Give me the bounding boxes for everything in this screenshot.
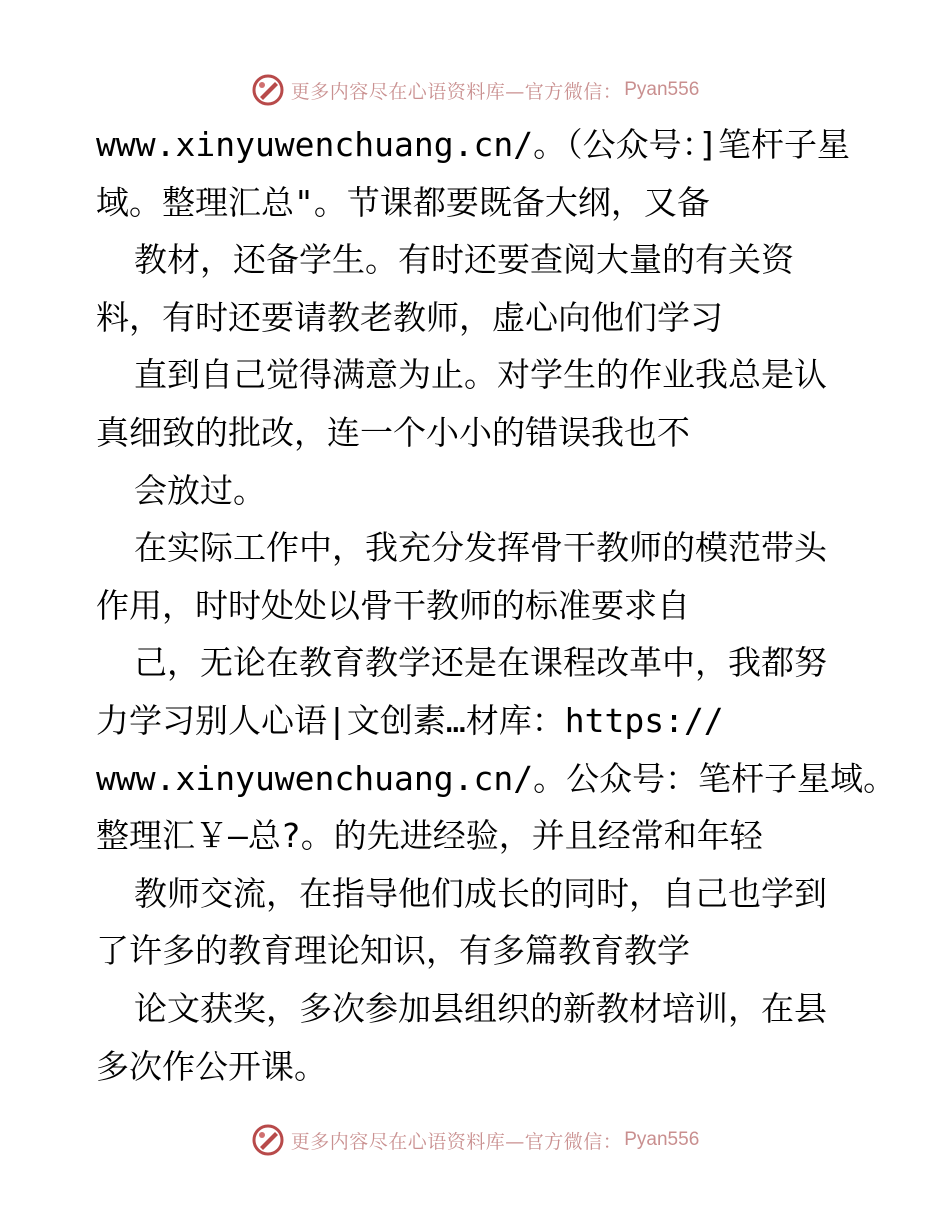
footer-banner-text: 更多内容尽在心语资料库—官方微信： <box>290 1130 623 1153</box>
logo-icon <box>251 1123 285 1157</box>
body-line: 教材，还备学生。有时还要查阅大量的有关资 <box>134 240 794 280</box>
body-line: 在实际工作中，我充分发挥骨干教师的模范带头 <box>134 528 827 568</box>
body-line: 论文获奖，多次参加县组织的新教材培训，在县 <box>134 988 827 1028</box>
body-line: 作用，时时处处以骨干教师的标准要求自 <box>96 585 690 625</box>
body-line: 直到自己觉得满意为止。对学生的作业我总是认 <box>134 355 827 395</box>
body-line: 教师交流，在指导他们成长的同时，自己也学到 <box>134 873 827 913</box>
body-line: 会放过。 <box>134 470 266 510</box>
body-line: 料，有时还要请教老教师，虚心向他们学习 <box>96 297 723 337</box>
body-line: 己，无论在教育教学还是在课程改革中，我都努 <box>134 643 827 683</box>
logo-icon <box>251 73 285 107</box>
body-line: 域。整理汇总"。节课都要既备大纲，又备 <box>96 182 710 222</box>
body-line: 整理汇￥—总?。的先进经验，并且经常和年轻 <box>96 816 763 856</box>
footer-banner-id: Pyan556 <box>624 1129 700 1150</box>
body-line: 了许多的教育理论知识，有多篇教育教学 <box>96 931 690 971</box>
header-banner-text: 更多内容尽在心语资料库—官方微信： <box>290 80 623 103</box>
body-line: 力学习别人心语|文创素…材库：https:// <box>96 700 724 740</box>
body-line: www.xinyuwenchuang.cn/。（公众号：]笔杆子星 <box>96 125 850 164</box>
header-banner <box>0 70 950 110</box>
body-line: www.xinyuwenchuang.cn/。公众号：笔杆子星域。 <box>96 758 897 798</box>
header-banner-id: Pyan556 <box>624 79 700 100</box>
document-body <box>96 116 916 1095</box>
body-line: 真细致的批改，连一个小小的错误我也不 <box>96 412 690 452</box>
body-line: 多次作公开课。 <box>96 1046 327 1086</box>
footer-banner <box>0 1120 950 1160</box>
